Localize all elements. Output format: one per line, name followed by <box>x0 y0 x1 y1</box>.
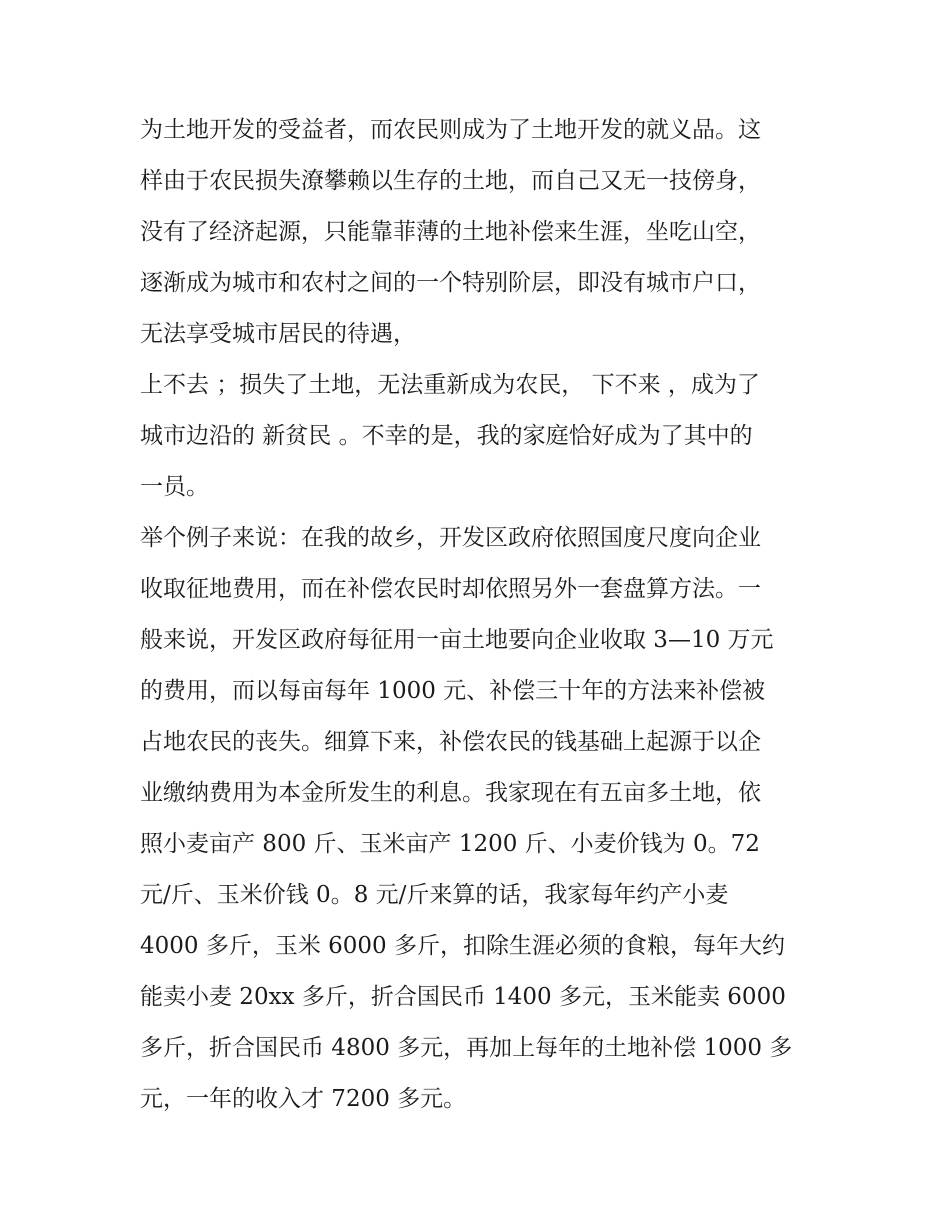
text-line: 一员。 <box>140 474 209 500</box>
text-line: 占地农民的丧失。细算下来，补偿农民的钱基础上起源于以企 <box>140 729 761 755</box>
text-line: 没有了经济起源，只能靠菲薄的土地补偿来生涯，坐吃山空， <box>140 219 761 245</box>
text-line: 照小麦亩产 800 斤、玉米亩产 1200 斤、小麦价钱为 0。72 <box>140 831 760 857</box>
text-line: 收取征地费用，而在补偿农民时却依照另外一套盘算方法。一 <box>140 576 761 602</box>
text-line: 逐渐成为城市和农村之间的一个特别阶层，即没有城市户口， <box>140 270 761 296</box>
text-line: 上不去 ；损失了土地，无法重新成为农民， 下不来 ，成为了 <box>140 372 760 398</box>
text-line: 能卖小麦 20xx 多斤，折合国民币 1400 多元，玉米能卖 6000 <box>140 984 786 1010</box>
text-line: 的费用，而以每亩每年 1000 元、补偿三十年的方法来补偿被 <box>140 678 766 704</box>
text-line: 元，一年的收入才 7200 多元。 <box>140 1086 467 1112</box>
body-text <box>140 105 830 1125</box>
text-line: 为土地开发的受益者，而农民则成为了土地开发的就义品。这 <box>140 117 761 143</box>
text-line: 多斤，折合国民币 4800 多元，再加上每年的土地补偿 1000 多 <box>140 1035 793 1061</box>
text-line: 业缴纳费用为本金所发生的利息。我家现在有五亩多土地，依 <box>140 780 761 806</box>
text-line: 举个例子来说：在我的故乡，开发区政府依照国度尺度向企业 <box>140 525 761 551</box>
text-line: 般来说，开发区政府每征用一亩土地要向企业收取 3—10 万元 <box>140 627 774 653</box>
text-line: 无法享受城市居民的待遇， <box>140 321 416 347</box>
text-line: 4000 多斤，玉米 6000 多斤，扣除生涯必须的食粮，每年大约 <box>140 933 785 959</box>
text-line: 样由于农民损失潦攀赖以生存的土地，而自己又无一技傍身， <box>140 168 761 194</box>
text-line: 城市边沿的 新贫民 。不幸的是，我的家庭恰好成为了其中的 <box>140 423 753 449</box>
text-line: 元/斤、玉米价钱 0。8 元/斤来算的话，我家每年约产小麦 <box>140 882 729 908</box>
